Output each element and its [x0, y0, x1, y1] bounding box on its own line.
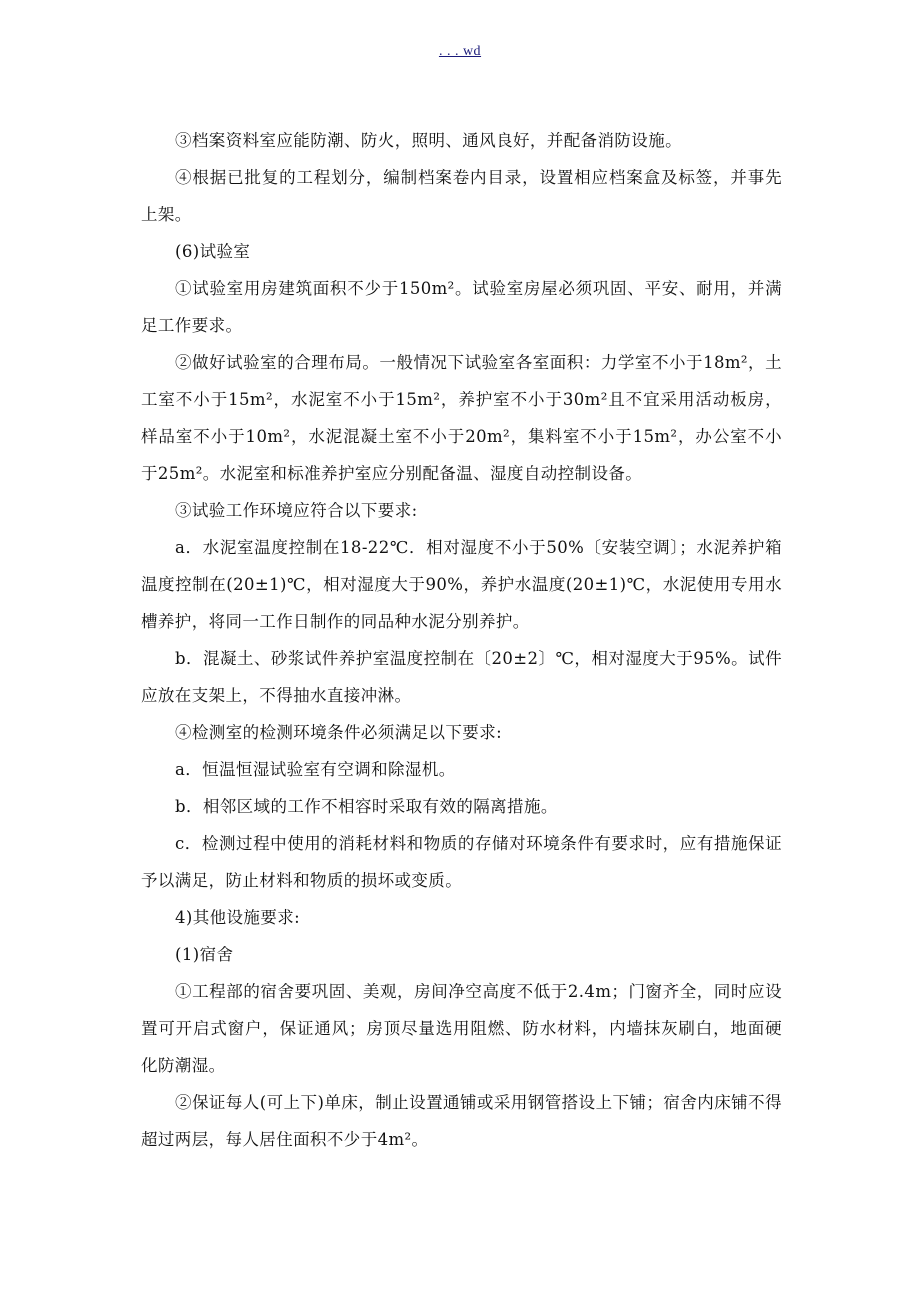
paragraph-lab-environment-intro: ③试验工作环境应符合以下要求: [175, 501, 418, 520]
paragraph-lab-layout: ②做好试验室的合理布局。一般情况下试验室各室面积：力学室不小于18m²，土工室不小于15m²，水泥室不小于15m²，养护室不小于30m²且不宜采用活动板房，样品室不小于10m²，水泥混凝土室不小于20m²，集料室不小于15m²，办公室不小于25m²。水泥室和标准养护室应分别配备温、湿度自动控制设备。 [141, 353, 782, 483]
paragraph-archive-catalog: ④根据已批复的工程划分，编制档案卷内目录，设置相应档案盒及标签，并事先上架。 [141, 168, 782, 224]
paragraph-testing-item-b: b．相邻区域的工作不相容时采取有效的隔离措施。 [175, 797, 558, 816]
paragraph-dormitory-beds: ②保证每人(可上下)单床，制止设置通铺或采用钢管搭设上下铺；宿舍内床铺不得超过两层，每人居住面积不少于4m²。 [141, 1093, 782, 1149]
section-heading-dormitory: (1)宿舍 [175, 945, 234, 964]
paragraph-lab-area: ①试验室用房建筑面积不少于150m²。试验室房屋必须巩固、平安、耐用，并满足工作要求。 [141, 279, 782, 335]
paragraph-testing-item-c: c．检测过程中使用的消耗材料和物质的存储对环境条件有要求时，应有措施保证予以满足，防止材料和物质的损坏或变质。 [141, 834, 782, 890]
paragraph-concrete-curing-conditions: b．混凝土、砂浆试件养护室温度控制在〔20±2〕℃，相对湿度大于95%。试件应放在支架上，不得抽水直接冲淋。 [141, 649, 782, 705]
paragraph-testing-item-a: a．恒温恒湿试验室有空调和除湿机。 [175, 760, 456, 779]
paragraph-dormitory-building: ①工程部的宿舍要巩固、美观，房间净空高度不低于2.4m；门窗齐全，同时应设置可开启式窗户，保证通风；房顶尽量选用阻燃、防水材料，内墙抹灰刷白，地面硬化防潮湿。 [141, 982, 782, 1075]
page-header-mark: . . . wd [438, 44, 482, 59]
section-heading-other-facilities: 4)其他设施要求: [175, 908, 301, 927]
paragraph-cement-room-conditions: a．水泥室温度控制在18-22℃．相对湿度不小于50%〔安装空调〕；水泥养护箱温度控制在(20±1)℃，相对湿度大于90%，养护水温度(20±1)℃，水泥使用专用水槽养护，将同一工作日制作的同品种水泥分别养护。 [141, 538, 782, 631]
paragraph-archive-room-safety: ③档案资料室应能防潮、防火，照明、通风良好，并配备消防设施。 [175, 131, 682, 150]
paragraph-testing-room-intro: ④检测室的检测环境条件必须满足以下要求: [175, 723, 503, 742]
document-body [141, 122, 782, 1158]
section-heading-lab: (6)试验室 [175, 242, 251, 261]
